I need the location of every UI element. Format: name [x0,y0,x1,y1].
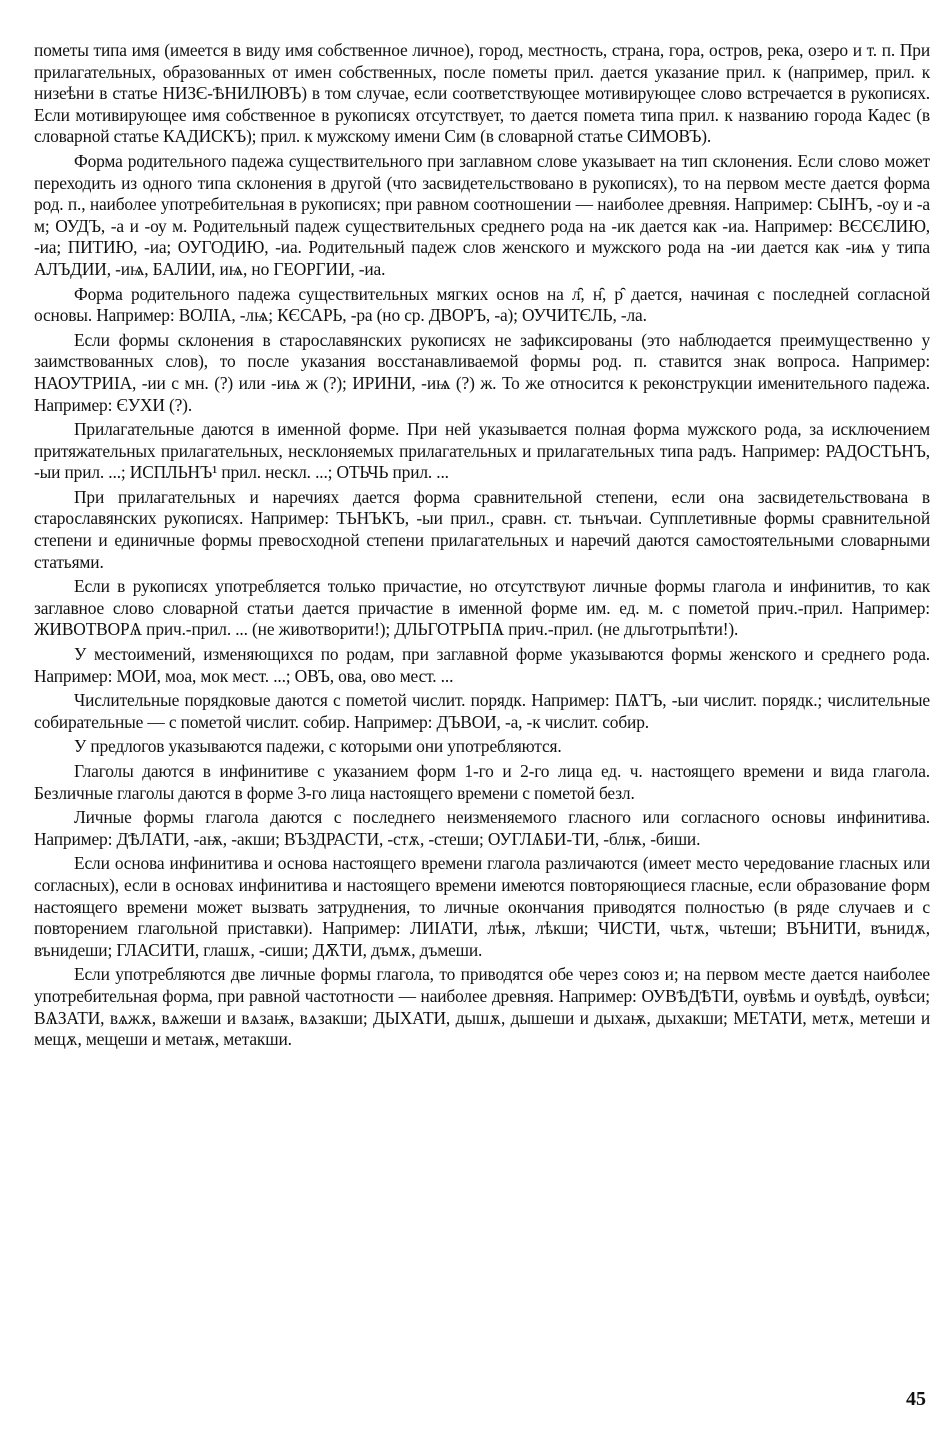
paragraph-6: При прилагательных и наречиях дается форма сравнительной степени, если она засвидетельствована в старославянских рукописях. Например: ТЬНЪКЪ, -ыи прил., сравн. ст. тьнъчаи. Супплетивные формы сравнительной степени и единичные формы превосходной степени прилагательных и наречий даются самостоятельными словарными статьями. [34,486,930,572]
paragraph-10: У предлогов указываются падежи, с которыми они употребляются. [74,736,562,757]
paragraph-2: Форма родительного падежа существительного при заглавном слове указывает на тип склонения. Если слово может переходить из одного типа склонения в другой (что засвидетельствовано в рукописях), то на первом месте дается форма род. п., наиболее употребительная в рукописях; при равном соотношении — наиболее древняя. Например: СЫНЪ, -оу и -а м; ОУДЪ, -а и -оу м. Родительный падеж существительных среднего рода на -ик дается как -иа. Например: ВЄСЄЛИЮ, -иа; ПИТИЮ, -иа; ОУГОДИЮ, -иа. Родительный падеж слов женского и мужского рода на -ии дается как -иѩ у типа АЛЪДИИ, -иѩ, БАЛИИ, иѩ, но ГЕОРГИИ, -иа. [34,150,930,279]
paragraph-5: Прилагательные даются в именной форме. При ней указывается полная форма мужского рода, за исключением притяжательных прилагательных, несклоняемых прилагательных и прилагательных типа радъ. Например: РАДОСТЬНЪ, -ыи прил. ...; ИСПЛЬНЪ¹ прил. нескл. ...; ОТЬЧЬ прил. ... [34,419,930,483]
paragraph-14: Если употребляются две личные формы глагола, то приводятся обе через союз и; на первом месте дается наиболее употребительная форма, при равной частотности — наиболее древняя. Например: ОУВѢДѢТИ, оувѣмь и оувѣдѣ, оувѣси; ВѦЗАТИ, вѧжѫ, вѧжеши и вѧзаѭ, вѧзакши; ДЫХАТИ, дышѫ, дышеши и дыхаѭ, дыхакши; МЕТАТИ, метѫ, метеши и мещѫ, мещеши и метаѭ, метакши. [34,964,930,1050]
paragraph-4: Если формы склонения в старославянских рукописях не зафиксированы (это наблюдается преимущественно у заимствованных слов), то после указания восстанавливаемой формы род. п. ставится знак вопроса. Например: НАОУТРИІА, -ии с мн. (?) или -иѩ ж (?); ИРИНИ, -иѩ (?) ж. То же относится к реконструкции именительного падежа. Например: ЄУХИ (?). [34,329,930,415]
paragraph-13: Если основа инфинитива и основа настоящего времени глагола различаются (имеет место чередование гласных или согласных), если в основах инфинитива и настоящего времени имеются повторяющиеся гласные, если образование форм настоящего времени может вызвать затруднения, то личные окончания приводятся полностью (в ряде случаев и с повторением глагольной приставки). Например: ЛИІАТИ, лѣѭ, лѣкши; ЧИСТИ, чьтѫ, чьтеши; ВЪНИТИ, вънидѫ, вънидеши; ГЛАСИТИ, глашѫ, -сиши; ДѪТИ, дъмѫ, дъмеши. [34,853,930,960]
paragraph-1: пометы типа имя (имеется в виду имя собственное личное), город, местность, страна, гора, остров, река, озеро и т. п. При прилагательных, образованных от имен собственных, после пометы прил. дается указание прил. к (например, прил. к низеѣни в статье НИЗЄ-ѢНИЛЮВЪ) в том случае, если соответствующее мотивирующее слово встречается в рукописях. Если мотивирующее имя собственное в рукописях отсутствует, то дается помета типа прил. к названию города Кадес (в словарной статье КАДИСКЪ); прил. к мужскому имени Сим (в словарной статье СИМОВЪ). [34,40,930,147]
paragraph-3: Форма родительного падежа существительных мягких основ на л̑, н̑, р̑ дается, начиная с последней согласной основы. Например: ВОЛІА, -лѩ; КЄСАРЬ, -ра (но ср. ДВОРЪ, -а); ОУЧИТЄЛЬ, -ла. [34,283,930,326]
paragraph-7: Если в рукописях употребляется только причастие, но отсутствуют личные формы глагола и инфинитив, то как заглавное слово словарной статьи дается причастие в именной форме им. ед. м. с пометой прич.-прил. Например: ЖИВОТВОРѦ прич.-прил. ... (не животворити!); ДЛЬГОТРЬПѦ прич.-прил. (не дльготрьпѣти!). [34,576,930,640]
paragraph-11: Глаголы даются в инфинитиве с указанием форм 1-го и 2-го лица ед. ч. настоящего времени и вида глагола. Безличные глаголы даются в форме 3-го лица настоящего времени с пометой безл. [34,761,930,803]
page-number: 45 [906,1388,926,1410]
paragraph-8: У местоимений, изменяющихся по родам, при заглавной форме указываются формы женского и среднего рода. Например: МОИ, моа, мок мест. ...; ОВЪ, ова, ово мест. ... [34,644,930,686]
paragraph-12: Личные формы глагола даются с последнего неизменяемого гласного или согласного основы инфинитива. Например: ДѢЛАТИ, -аѭ, -акши; ВЪЗДРАСТИ, -стѫ, -стеши; ОУГЛѦБИ-ТИ, -блѭ, -биши. [34,807,930,849]
paragraph-9: Числительные порядковые даются с пометой числит. порядк. Например: ПѦТЪ, -ыи числит. порядк.; числительные собирательные — с пометой числит. собир. Например: ДЪВОИ, -а, -к числит. собир. [34,690,930,732]
